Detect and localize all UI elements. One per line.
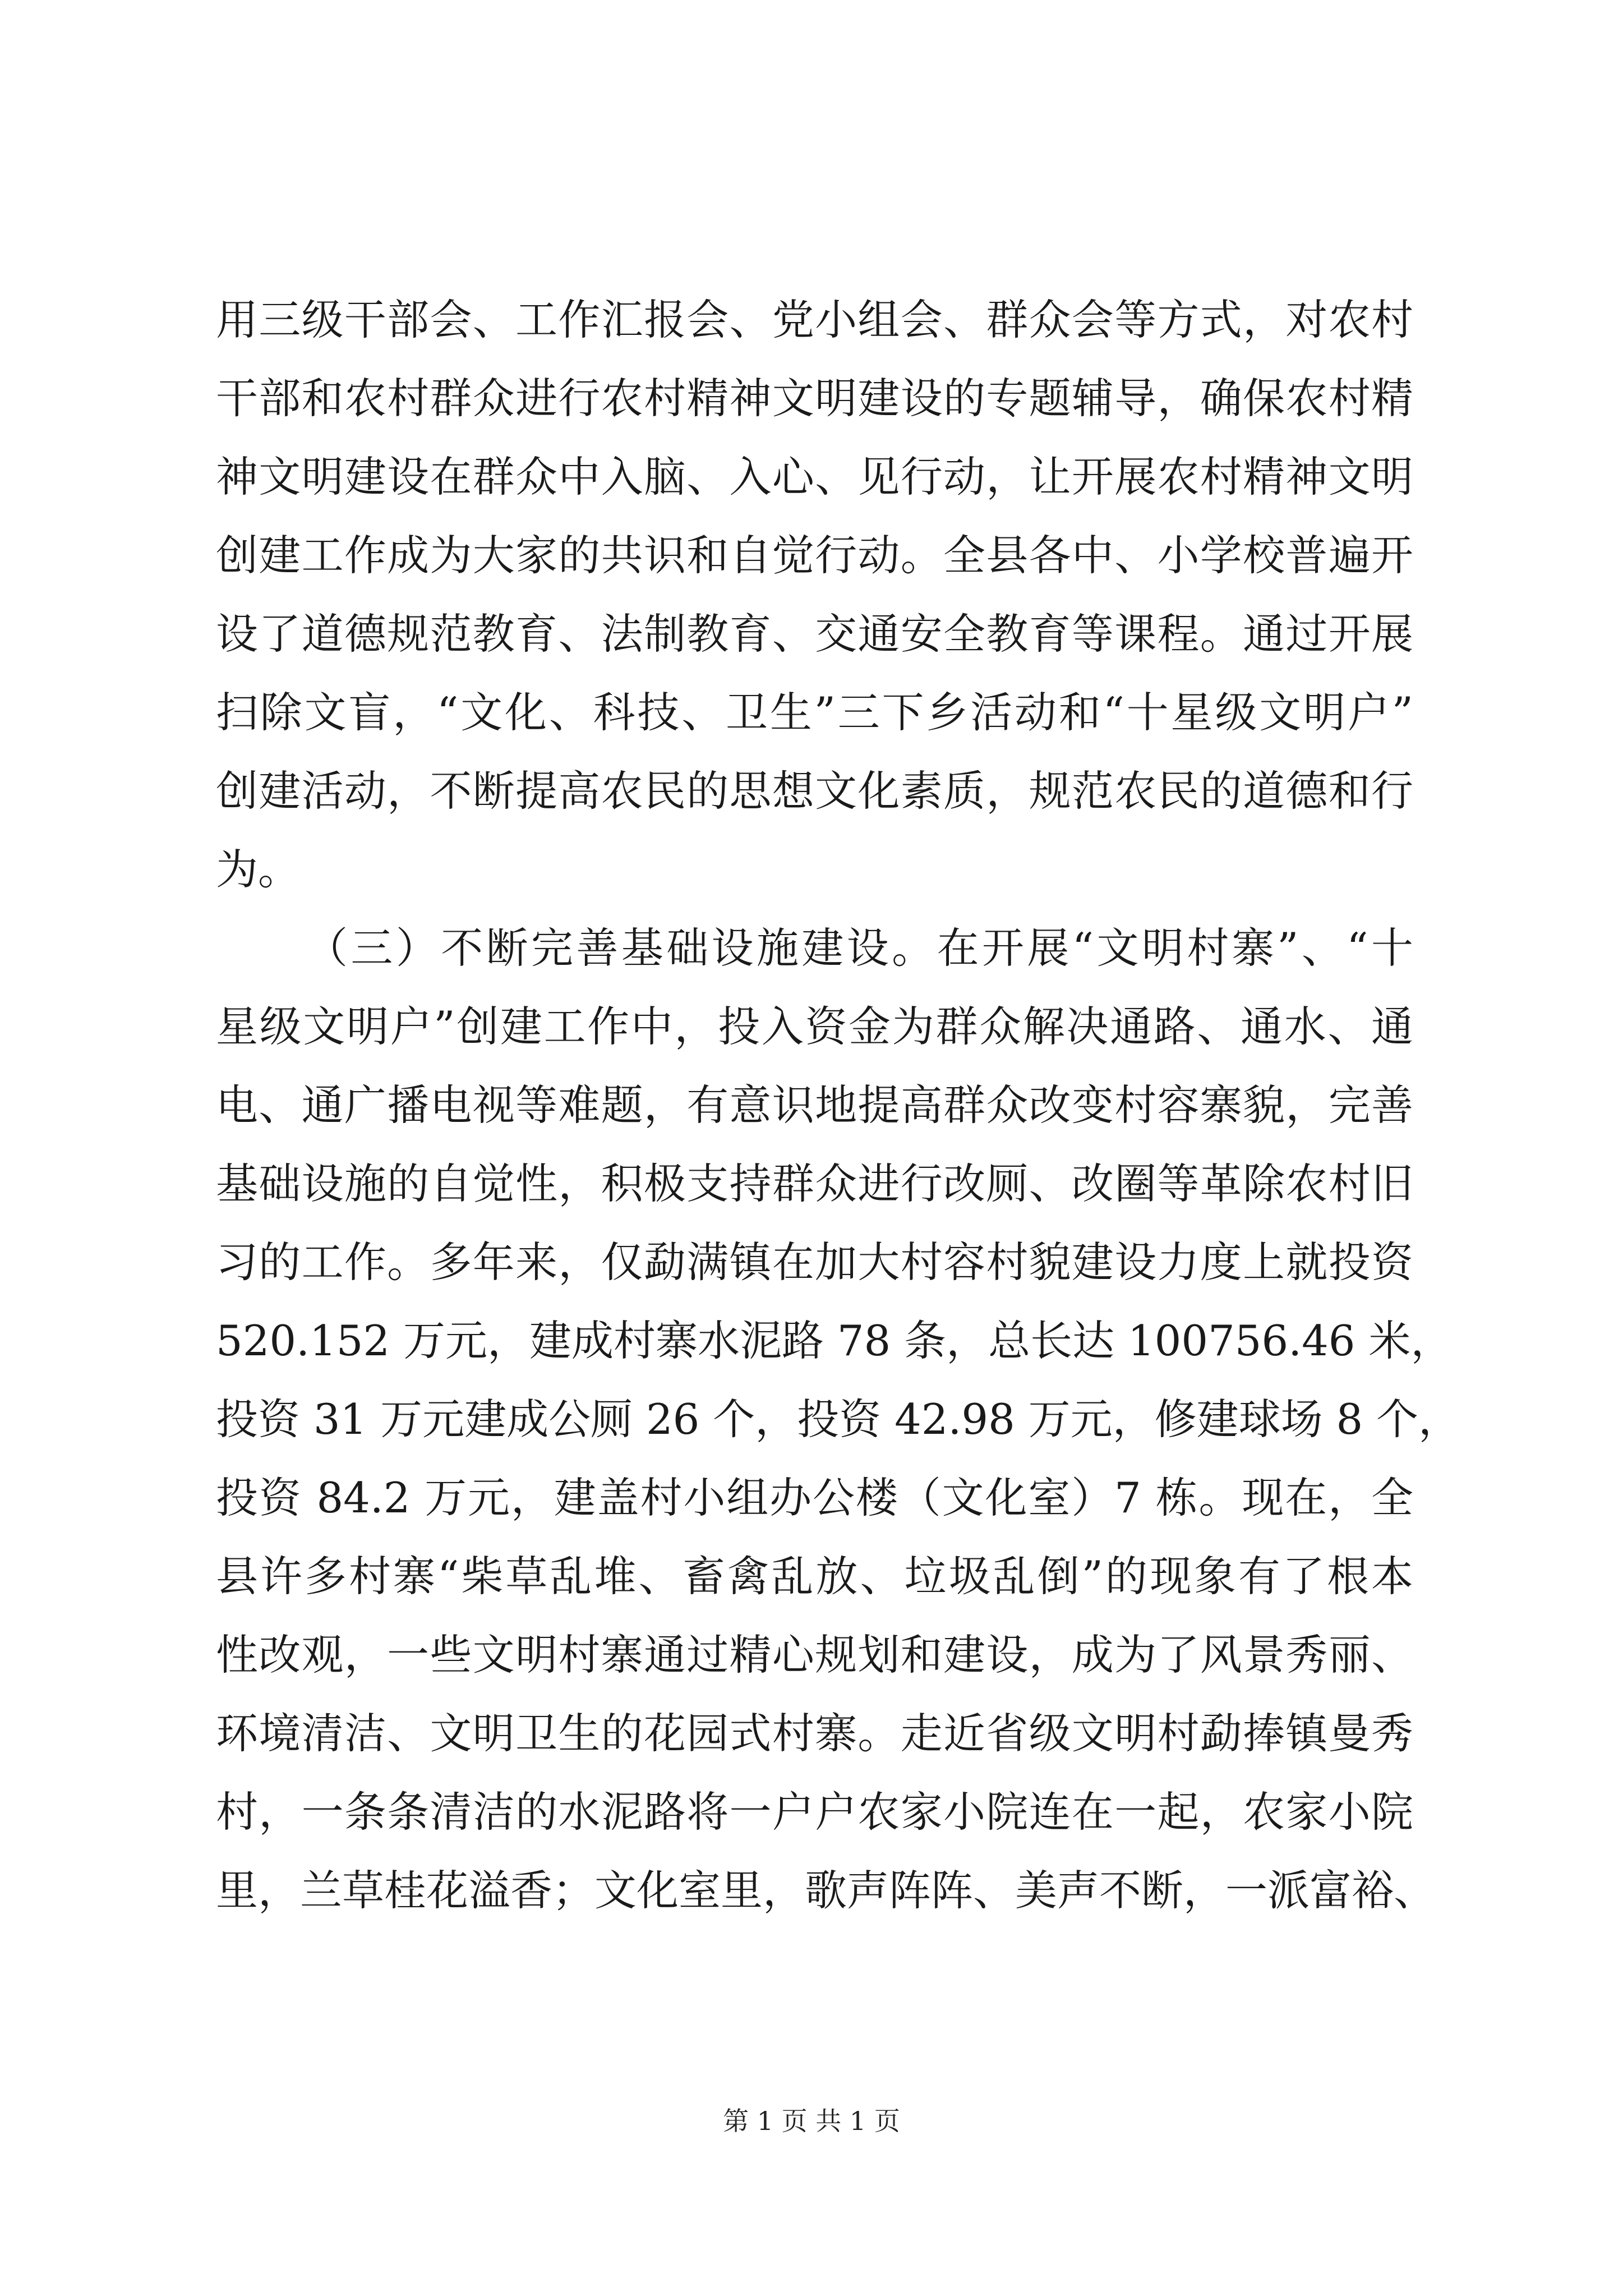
paragraph-2-line-3: 电、通广播电视等难题，有意识地提高群众改变村容寨貌，完善 — [216, 1080, 1413, 1130]
paragraph-2-line-8: 投资 84.2 万元，建盖村小组办公楼（文化室）7 栋。现在，全 — [216, 1473, 1413, 1522]
paragraph-2-line-6: 520.152 万元，建成村寨水泥路 78 条，总长达 100756.46 米， — [216, 1316, 1453, 1365]
paragraph-2-line-12: 村，一条条清洁的水泥路将一户户农家小院连在一起，农家小院 — [216, 1787, 1413, 1837]
paragraph-2-line-5: 习的工作。多年来，仅勐满镇在加大村容村貌建设力度上就投资 — [216, 1237, 1413, 1287]
paragraph-1-line-4: 创建工作成为大家的共识和自觉行动。全县各中、小学校普遍开 — [216, 531, 1413, 580]
document-body — [216, 280, 1461, 1930]
paragraph-1-line-3: 神文明建设在群众中入脑、入心、见行动，让开展农村精神文明 — [216, 452, 1413, 501]
paragraph-2-line-2: 星级文明户”创建工作中，投入资金为群众解决通路、通水、通 — [216, 1002, 1413, 1051]
paragraph-2-line-10: 性改观，一些文明村寨通过精心规划和建设，成为了风景秀丽、 — [216, 1630, 1413, 1680]
paragraph-1-line-7: 创建活动，不断提高农民的思想文化素质，规范农民的道德和行 — [216, 766, 1413, 816]
page-number-footer: 第 1 页 共 1 页 — [723, 2106, 900, 2136]
paragraph-2-line-4: 基础设施的自觉性，积极支持群众进行改厕、改圈等革除农村旧 — [216, 1159, 1413, 1208]
paragraph-1-line-8: 为。 — [216, 845, 301, 894]
paragraph-2-line-11: 环境清洁、文明卫生的花园式村寨。走近省级文明村勐捧镇曼秀 — [216, 1709, 1413, 1758]
paragraph-1-line-5: 设了道德规范教育、法制教育、交通安全教育等课程。通过开展 — [216, 609, 1413, 659]
paragraph-2-line-9: 县许多村寨“柴草乱堆、畜禽乱放、垃圾乱倒”的现象有了根本 — [216, 1552, 1413, 1601]
paragraph-2-line-7: 投资 31 万元建成公厕 26 个，投资 42.98 万元，修建球场 8 个， — [216, 1395, 1461, 1444]
paragraph-1-line-6: 扫除文盲，“文化、科技、卫生”三下乡活动和“十星级文明户” — [216, 688, 1413, 737]
paragraph-2-line-13: 里，兰草桂花溢香；文化室里，歌声阵阵、美声不断，一派富裕、 — [216, 1866, 1436, 1915]
paragraph-1-line-2: 干部和农村群众进行农村精神文明建设的专题辅导，确保农村精 — [216, 374, 1413, 423]
paragraph-2-line-1: （三）不断完善基础设施建设。在开展“文明村寨”、“十 — [306, 923, 1413, 973]
paragraph-1-line-1: 用三级干部会、工作汇报会、党小组会、群众会等方式，对农村 — [216, 295, 1413, 344]
